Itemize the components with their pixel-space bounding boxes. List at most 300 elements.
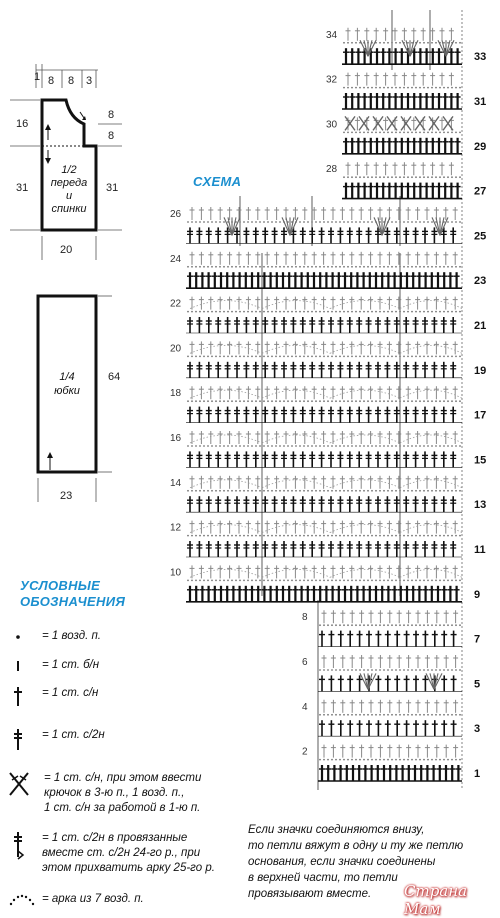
chain-dot	[427, 176, 429, 178]
chain-dot	[223, 400, 225, 402]
chain-dot	[195, 445, 197, 447]
chain-dot	[199, 445, 201, 447]
chain-dot	[399, 624, 401, 626]
chain-arch	[400, 480, 462, 488]
chain-dot	[355, 535, 357, 537]
chain-dot	[431, 714, 433, 716]
row-number: 13	[474, 499, 487, 512]
chain-dot	[311, 266, 313, 268]
chain-dot	[207, 400, 209, 402]
chain-dot	[275, 266, 277, 268]
chain-dot	[327, 759, 329, 761]
chain-dot	[455, 445, 457, 447]
chain-dot	[423, 87, 425, 89]
chain-dot	[403, 490, 405, 492]
chain-dot	[267, 535, 269, 537]
chain-dot	[235, 445, 237, 447]
chain-dot	[251, 490, 253, 492]
chain-dot	[199, 535, 201, 537]
chain-dot	[335, 714, 337, 716]
chain-dot	[211, 221, 213, 223]
chain-dot	[423, 759, 425, 761]
chain-dot	[267, 580, 269, 582]
chain-dot	[295, 356, 297, 358]
chain-dot	[259, 356, 261, 358]
chain-dot	[407, 580, 409, 582]
chain-dot	[423, 490, 425, 492]
chain-dot	[439, 535, 441, 537]
chain-dot	[271, 266, 273, 268]
chain-dot	[443, 624, 445, 626]
bodice-dim-right: 31	[106, 182, 119, 194]
chain-dot	[403, 311, 405, 313]
chain-dot	[451, 311, 453, 313]
chain-arch	[262, 480, 330, 488]
chain-dot	[351, 580, 353, 582]
chain-dot	[263, 266, 265, 268]
chain-dot	[431, 669, 433, 671]
chain-dot	[275, 221, 277, 223]
chain-dot	[411, 445, 413, 447]
chain-dot	[447, 624, 449, 626]
chain-dot	[335, 490, 337, 492]
chain-dot	[447, 669, 449, 671]
chain-dot	[371, 311, 373, 313]
chain-dot	[199, 221, 201, 223]
chain-dot	[191, 445, 193, 447]
chain-dot	[343, 580, 345, 582]
chain-dot	[351, 221, 353, 223]
chain-dot	[191, 266, 193, 268]
chain-dot	[439, 176, 441, 178]
chain-dot	[287, 266, 289, 268]
chain-dot	[203, 535, 205, 537]
chain-dot	[415, 490, 417, 492]
chain-dot	[235, 490, 237, 492]
chain-dot	[243, 400, 245, 402]
chain-dot	[207, 535, 209, 537]
chain-dot	[395, 669, 397, 671]
chain-dot	[351, 535, 353, 537]
chain-dot	[247, 445, 249, 447]
chain-dot	[331, 624, 333, 626]
chain-dot	[339, 445, 341, 447]
chain-dot	[359, 624, 361, 626]
chain-dot	[227, 490, 229, 492]
chain-dot	[395, 400, 397, 402]
row-number: 31	[474, 96, 487, 108]
chain-dot	[283, 400, 285, 402]
chain-dot	[415, 445, 417, 447]
chain-arch	[400, 525, 462, 533]
chain-dot	[283, 445, 285, 447]
chain-dot	[367, 535, 369, 537]
chain-dot	[303, 311, 305, 313]
chain-dot	[375, 535, 377, 537]
chain-dot	[327, 445, 329, 447]
chain-dot	[435, 176, 437, 178]
chain-dot	[231, 580, 233, 582]
chain-dot	[319, 311, 321, 313]
chain-dot	[427, 669, 429, 671]
chain-dot	[459, 176, 461, 178]
chain-dot	[459, 87, 461, 89]
chain-dot	[307, 580, 309, 582]
chain-dot	[451, 714, 453, 716]
chain-dot	[379, 490, 381, 492]
chain-dot	[279, 356, 281, 358]
chain-dot	[379, 624, 381, 626]
chain-dot	[351, 266, 353, 268]
chain-dot	[203, 400, 205, 402]
chain-dot	[415, 714, 417, 716]
chain-dot	[415, 132, 417, 134]
chain-dot	[263, 445, 265, 447]
chain-dot	[399, 490, 401, 492]
chain-dot	[415, 266, 417, 268]
chain-dot	[227, 266, 229, 268]
chain-dot	[391, 400, 393, 402]
chain-dot	[355, 400, 357, 402]
row-number: 6	[302, 657, 308, 668]
chain-dot	[383, 445, 385, 447]
chain-dot	[395, 624, 397, 626]
chain-dot	[375, 266, 377, 268]
chain-dot	[455, 714, 457, 716]
chain-dot	[259, 580, 261, 582]
chain-dot	[455, 176, 457, 178]
chain-dot	[439, 445, 441, 447]
chain-dot	[307, 311, 309, 313]
chain-dot	[311, 221, 313, 223]
chain-dot	[447, 311, 449, 313]
chain-dot	[287, 311, 289, 313]
row-number: 10	[170, 567, 182, 579]
chain-dot	[271, 311, 273, 313]
chain-dot	[347, 132, 349, 134]
chain-dot	[451, 624, 453, 626]
chain-dot	[211, 311, 213, 313]
chain-dot	[391, 132, 393, 134]
chain-dot	[443, 580, 445, 582]
chain-dot	[387, 400, 389, 402]
chain-dot	[259, 490, 261, 492]
chain-dot	[327, 221, 329, 223]
chain-dot	[271, 445, 273, 447]
chain-dot	[211, 356, 213, 358]
chain-dot	[311, 400, 313, 402]
chain-dot	[431, 311, 433, 313]
chain-dot	[291, 535, 293, 537]
chain-dot	[459, 266, 461, 268]
chain-dot	[295, 266, 297, 268]
row-number: 16	[170, 433, 182, 444]
chain-dot	[383, 624, 385, 626]
chain-dot	[243, 580, 245, 582]
chain-dot	[191, 356, 193, 358]
chain-dot	[383, 356, 385, 358]
chain-dot	[371, 624, 373, 626]
bodice-dim-right-1: 8	[108, 109, 115, 121]
chain-dot	[439, 580, 441, 582]
chain-dot	[319, 580, 321, 582]
chain-dot	[335, 445, 337, 447]
chain-dot	[431, 490, 433, 492]
chain-dot	[451, 669, 453, 671]
chain-dot	[383, 759, 385, 761]
chain-dot	[291, 490, 293, 492]
chain-dot	[359, 445, 361, 447]
chain-dot	[299, 445, 301, 447]
chain-dot	[359, 759, 361, 761]
chain-dot	[347, 356, 349, 358]
chain-dot	[451, 759, 453, 761]
chain-dot	[331, 221, 333, 223]
row-number: 22	[170, 298, 182, 310]
chain-dot	[319, 714, 321, 716]
chain-dot	[231, 445, 233, 447]
chain-dot	[331, 356, 333, 358]
chain-dot	[275, 356, 277, 358]
chain-dot	[419, 669, 421, 671]
chain-dot	[443, 669, 445, 671]
chain-dot	[363, 535, 365, 537]
chain-dot	[347, 759, 349, 761]
chain-dot	[451, 176, 453, 178]
chain-dot	[235, 356, 237, 358]
chain-dot	[351, 132, 353, 134]
chain-dot	[267, 266, 269, 268]
chain-dot	[387, 669, 389, 671]
chain-dot	[275, 535, 277, 537]
chain-dot	[319, 535, 321, 537]
chain-dot	[427, 87, 429, 89]
chain-dot	[411, 311, 413, 313]
chain-dot	[407, 311, 409, 313]
chain-dot	[447, 356, 449, 358]
chain-dot	[407, 759, 409, 761]
chain-dot	[255, 311, 257, 313]
chain-dot	[459, 669, 461, 671]
chain-dot	[279, 221, 281, 223]
chain-dot	[267, 221, 269, 223]
chain-dot	[367, 759, 369, 761]
chain-dot	[211, 580, 213, 582]
chain-dot	[363, 445, 365, 447]
chain-dot	[247, 356, 249, 358]
chain-dot	[427, 132, 429, 134]
chain-dot	[367, 580, 369, 582]
chain-dot	[259, 535, 261, 537]
row-number: 12	[170, 522, 182, 534]
chain-dot	[319, 490, 321, 492]
chain-dot	[371, 176, 373, 178]
chain-dot	[259, 311, 261, 313]
chain-dot	[383, 132, 385, 134]
chain-dot	[395, 580, 397, 582]
chain-dot	[323, 400, 325, 402]
chain-dot	[415, 87, 417, 89]
chain-dot	[347, 624, 349, 626]
chain-arch	[190, 480, 262, 488]
chain-dot	[359, 311, 361, 313]
chain-dot	[351, 714, 353, 716]
chain-dot	[395, 356, 397, 358]
chain-dot	[323, 714, 325, 716]
chain-dot	[399, 266, 401, 268]
chain-dot	[403, 714, 405, 716]
chain-dot	[271, 535, 273, 537]
chain-dot	[415, 311, 417, 313]
chain-dot	[187, 445, 189, 447]
chain-dot	[387, 311, 389, 313]
legend-title-line: УСЛОВНЫЕ	[20, 578, 101, 593]
chain-dot	[399, 669, 401, 671]
chain-dot	[423, 445, 425, 447]
chain-dot	[347, 266, 349, 268]
chain-dot	[347, 535, 349, 537]
chain-dot	[411, 176, 413, 178]
chain-dot	[223, 535, 225, 537]
chain-dot	[291, 311, 293, 313]
chain-dot	[203, 356, 205, 358]
chain-dot	[411, 400, 413, 402]
chain-dot	[391, 87, 393, 89]
chain-dot	[431, 266, 433, 268]
chain-dot	[267, 445, 269, 447]
chain-dot	[371, 669, 373, 671]
chain-dot	[215, 490, 217, 492]
chain-dot	[211, 535, 213, 537]
chain-dot	[287, 356, 289, 358]
chain-dot	[451, 490, 453, 492]
chain-dot	[187, 535, 189, 537]
chain-dot	[371, 714, 373, 716]
chain-dot	[339, 669, 341, 671]
chain-dot	[199, 400, 201, 402]
chain-dot	[355, 87, 357, 89]
legend-text: = 1 ст. с/н, при этом ввести крючок в 3-ю п., 1 возд. п., 1 ст. с/н за работой в 1-ю п.	[44, 772, 202, 814]
chain-dot	[415, 669, 417, 671]
chain-dot	[459, 221, 461, 223]
chain-dot	[451, 132, 453, 134]
chain-arch	[262, 525, 330, 533]
chain-dot	[383, 42, 385, 44]
chain-dot	[311, 356, 313, 358]
chain-dot	[427, 714, 429, 716]
chain-dot	[243, 445, 245, 447]
chain-dot	[307, 221, 309, 223]
chain-dot	[415, 535, 417, 537]
chain-dot	[319, 624, 321, 626]
chain-dot	[455, 311, 457, 313]
chain-dot	[203, 490, 205, 492]
skirt-label-line: юбки	[54, 385, 80, 397]
chain-dot	[407, 176, 409, 178]
chain-dot	[331, 400, 333, 402]
chain-dot	[367, 400, 369, 402]
chain-dot	[355, 356, 357, 358]
chain-dot	[239, 400, 241, 402]
chain-dot	[343, 490, 345, 492]
row-number: 18	[170, 388, 182, 400]
chain-dot	[427, 221, 429, 223]
chain-dot	[247, 311, 249, 313]
chain-dot	[223, 356, 225, 358]
chain-dot	[435, 490, 437, 492]
chain-dot	[351, 176, 353, 178]
chain-dot	[459, 356, 461, 358]
chain-dot	[407, 356, 409, 358]
chain-dot	[379, 356, 381, 358]
chain-dot	[399, 356, 401, 358]
chain-dot	[451, 356, 453, 358]
chain-dot	[255, 266, 257, 268]
chain-dot	[215, 580, 217, 582]
chain-dot	[359, 580, 361, 582]
chain-dot	[315, 266, 317, 268]
chain-dot	[355, 759, 357, 761]
chain-dot	[251, 400, 253, 402]
chain-dot	[383, 580, 385, 582]
chain-dot	[323, 490, 325, 492]
chain-dot	[267, 400, 269, 402]
chain-dot	[391, 759, 393, 761]
chain-dot	[311, 535, 313, 537]
chain-dot	[327, 356, 329, 358]
chain-dot	[375, 132, 377, 134]
chain-dot	[375, 714, 377, 716]
chain-dot	[351, 445, 353, 447]
chain-dot	[447, 87, 449, 89]
bodice-label-line: переда	[50, 177, 88, 189]
chain-dot	[303, 400, 305, 402]
chain-dot	[283, 535, 285, 537]
chain-dot	[259, 221, 261, 223]
chain-dot	[223, 311, 225, 313]
chain-dot	[415, 400, 417, 402]
chain-dot	[387, 445, 389, 447]
chain-dot	[307, 400, 309, 402]
chain-dot	[443, 176, 445, 178]
chain-dot	[307, 445, 309, 447]
chain-dot	[263, 356, 265, 358]
chain-dot	[411, 580, 413, 582]
chain-dot	[435, 759, 437, 761]
chain-dot	[351, 400, 353, 402]
chain-dot	[331, 714, 333, 716]
chain-dot	[195, 311, 197, 313]
chain-dot	[327, 535, 329, 537]
chain-dot	[219, 445, 221, 447]
chain-dot	[451, 221, 453, 223]
chain-dot	[207, 490, 209, 492]
chain-dot	[355, 266, 357, 268]
chain-dot	[191, 580, 193, 582]
chain-dot	[215, 266, 217, 268]
chain-dot	[443, 535, 445, 537]
chain-dot	[443, 87, 445, 89]
chain-dot	[375, 490, 377, 492]
chain-dot	[423, 42, 425, 44]
chain-dot	[399, 714, 401, 716]
chain-dot	[239, 580, 241, 582]
chain-dot	[283, 266, 285, 268]
chain-dot	[411, 266, 413, 268]
chain-dot	[403, 356, 405, 358]
chain-dot	[391, 490, 393, 492]
chain-dot	[383, 266, 385, 268]
